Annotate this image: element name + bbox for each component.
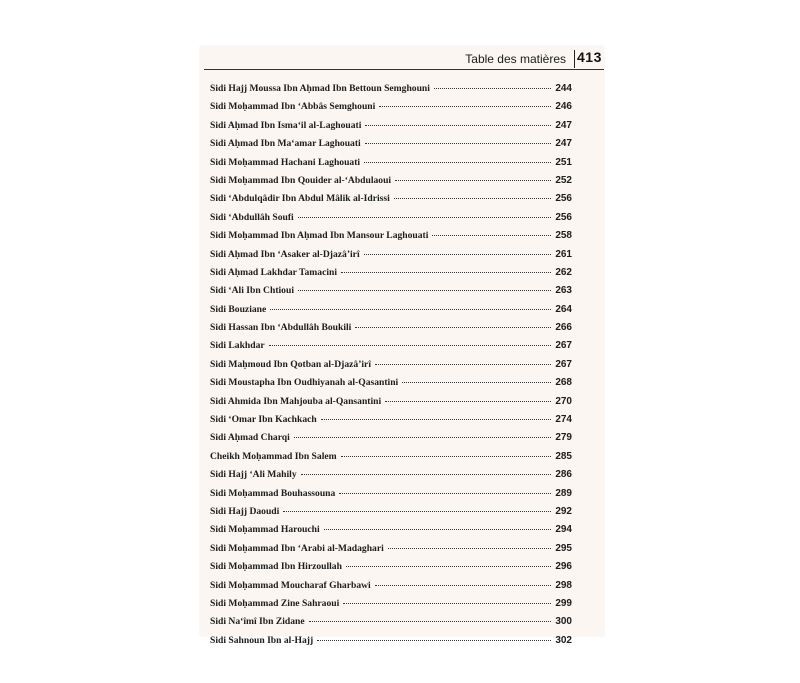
toc-entry-page: 252 [555, 174, 572, 186]
toc-entry-page: 264 [555, 303, 572, 315]
dot-leader [385, 400, 551, 402]
toc-entry-title: Sidi Aḥmad Ibn ‘Asaker al-Djazâ’irî [210, 248, 360, 260]
toc-entry-title: Sidi Moḥammad Ibn ‘Abbâs Semghouni [210, 101, 376, 113]
toc-entry-title: Sidi Hajj Moussa Ibn Aḥmad Ibn Bettoun Semghouni [210, 83, 430, 94]
toc-entry-page: 294 [555, 524, 572, 536]
toc-entry [210, 340, 572, 358]
toc-entry-title: Sidi Moḥammad Bouhassouna [210, 487, 336, 499]
toc-entry-page: 302 [555, 634, 572, 646]
dot-leader [321, 418, 552, 420]
toc-entry [210, 524, 572, 542]
toc-entry-page: 298 [555, 579, 572, 591]
dot-leader [379, 105, 551, 107]
table-of-contents [210, 83, 572, 653]
toc-entry-page: 256 [555, 193, 572, 205]
toc-entry-page: 295 [555, 542, 572, 554]
toc-entry [210, 267, 572, 285]
dot-leader [365, 142, 552, 144]
book-page [200, 46, 604, 646]
toc-entry-page: 246 [555, 101, 572, 113]
dot-leader [339, 492, 551, 494]
toc-entry-title: Sidi Aḥmad Charqi [210, 432, 290, 444]
toc-entry [210, 635, 572, 653]
toc-entry-title: Sidi Moḥammad Zine Sahraoui [210, 597, 340, 609]
toc-entry-title: Sidi Hajj ‘Ali Mahily [210, 469, 297, 481]
toc-entry-title: Sidi Aḥmad Lakhdar Tamacini [210, 266, 337, 278]
header-rule [204, 69, 604, 70]
toc-entry-title: Sidi Na‘îmî Ibn Zidane [210, 616, 305, 628]
toc-entry-page: 285 [555, 450, 572, 462]
toc-entry-title: Sidi Moḥammad Ibn Hirzoullah [210, 561, 342, 573]
toc-entry-title: Sidi ‘Omar Ibn Kachkach [210, 414, 317, 426]
toc-entry-title: Sidi Moḥammad Moucharaf Gharbawi [210, 579, 371, 591]
dot-leader [343, 602, 551, 604]
toc-entry-title: Sidi Sahnoun Ibn al-Hajj [210, 634, 314, 646]
toc-entry [210, 83, 572, 101]
toc-entry-title: Sidi Moḥammad Harouchi [210, 524, 320, 536]
toc-entry [210, 451, 572, 469]
toc-entry-page: 300 [555, 616, 572, 628]
toc-entry [210, 230, 572, 248]
dot-leader [309, 620, 552, 622]
dot-leader [341, 455, 552, 457]
dot-leader [434, 87, 551, 89]
toc-entry [210, 414, 572, 432]
toc-entry-title: Sidi Bouziane [210, 303, 267, 315]
dot-leader [388, 547, 552, 549]
toc-entry-page: 262 [555, 266, 572, 278]
dot-leader [432, 234, 551, 236]
toc-entry-page: 267 [555, 358, 572, 370]
running-title: Table des matières [465, 52, 566, 66]
dot-leader [355, 326, 551, 328]
dot-leader [317, 639, 551, 641]
dot-leader [341, 271, 551, 273]
toc-entry [210, 157, 572, 175]
toc-entry-page: 270 [555, 395, 572, 407]
toc-entry [210, 580, 572, 598]
toc-entry-title: Sidi Moḥammad Hachani Laghouati [210, 156, 361, 168]
toc-entry [210, 304, 572, 322]
dot-leader [364, 161, 551, 163]
toc-entry-page: 286 [555, 469, 572, 481]
toc-entry-title: Sidi Aḥmad Ibn Ma‘amar Laghouati [210, 138, 361, 150]
toc-entry-title: Sidi Hajj Daoudi [210, 505, 280, 517]
toc-entry-page: 268 [555, 377, 572, 389]
toc-entry-page: 244 [555, 83, 572, 94]
toc-entry-title: Sidi ‘Abdullâh Soufi [210, 211, 294, 223]
toc-entry [210, 175, 572, 193]
toc-entry [210, 561, 572, 579]
toc-entry-page: 251 [555, 156, 572, 168]
dot-leader [394, 197, 552, 199]
toc-entry-page: 292 [555, 505, 572, 517]
toc-entry-page: 256 [555, 211, 572, 223]
dot-leader [364, 253, 552, 255]
dot-leader [395, 179, 551, 181]
toc-entry [210, 377, 572, 395]
toc-entry-page: 267 [555, 340, 572, 352]
dot-leader [269, 344, 552, 346]
dot-leader [270, 308, 551, 310]
header-separator [574, 50, 575, 68]
toc-entry-page: 261 [555, 248, 572, 260]
toc-entry-title: Sidi Moustapha Ibn Oudhiyanah al-Qasantini [210, 377, 399, 389]
toc-entry-title: Sidi Maḥmoud Ibn Qotban al-Djazâ’irî [210, 358, 371, 370]
toc-entry [210, 396, 572, 414]
toc-entry-title: Sidi Moḥammad Ibn Qouider al-‘Abdulaoui [210, 174, 392, 186]
dot-leader [294, 436, 552, 438]
toc-entry-page: 289 [555, 487, 572, 499]
toc-entry [210, 212, 572, 230]
toc-entry [210, 120, 572, 138]
dot-leader [301, 473, 552, 475]
toc-entry [210, 469, 572, 487]
toc-entry-page: 296 [555, 561, 572, 573]
dot-leader [298, 216, 552, 218]
toc-entry [210, 193, 572, 211]
toc-entry-page: 247 [555, 119, 572, 131]
toc-entry-title: Cheikh Moḥammad Ibn Salem [210, 450, 337, 462]
toc-entry-page: 247 [555, 138, 572, 150]
toc-entry-page: 258 [555, 230, 572, 242]
toc-entry [210, 432, 572, 450]
toc-entry-title: Sidi Aḥmad Ibn Isma‘il al-Laghouati [210, 119, 362, 131]
toc-entry-title: Sidi Moḥammad Ibn ‘Arabi al-Madaghari [210, 542, 384, 554]
toc-entry-title: Sidi ‘Abdulqâdir Ibn Abdul Mâlik al-Idrissi [210, 193, 390, 205]
toc-entry-page: 299 [555, 597, 572, 609]
toc-entry-title: Sidi Lakhdar [210, 340, 265, 352]
toc-entry [210, 543, 572, 561]
toc-entry [210, 488, 572, 506]
dot-leader [324, 528, 552, 530]
dot-leader [346, 565, 551, 567]
toc-entry-title: Sidi Moḥammad Ibn Aḥmad Ibn Mansour Laghouati [210, 230, 429, 242]
dot-leader [298, 289, 551, 291]
dot-leader [375, 363, 551, 365]
dot-leader [402, 381, 551, 383]
toc-entry [210, 285, 572, 303]
toc-entry [210, 616, 572, 634]
toc-entry [210, 598, 572, 616]
toc-entry-title: Sidi ‘Ali Ibn Chtioui [210, 285, 294, 297]
toc-entry-page: 274 [555, 414, 572, 426]
toc-entry-title: Sidi Hassan Ibn ‘Abdullâh Boukili [210, 322, 352, 334]
toc-entry-page: 266 [555, 322, 572, 334]
page-header [200, 46, 604, 70]
dot-leader [375, 584, 552, 586]
toc-entry [210, 138, 572, 156]
toc-entry-page: 279 [555, 432, 572, 444]
toc-entry [210, 506, 572, 524]
page-number: 413 [577, 49, 602, 65]
toc-entry [210, 101, 572, 119]
dot-leader [283, 510, 551, 512]
toc-entry-page: 263 [555, 285, 572, 297]
toc-entry-title: Sidi Ahmida Ibn Mahjouba al-Qansantini [210, 395, 382, 407]
toc-entry [210, 249, 572, 267]
toc-entry [210, 359, 572, 377]
toc-entry [210, 322, 572, 340]
dot-leader [365, 124, 551, 126]
